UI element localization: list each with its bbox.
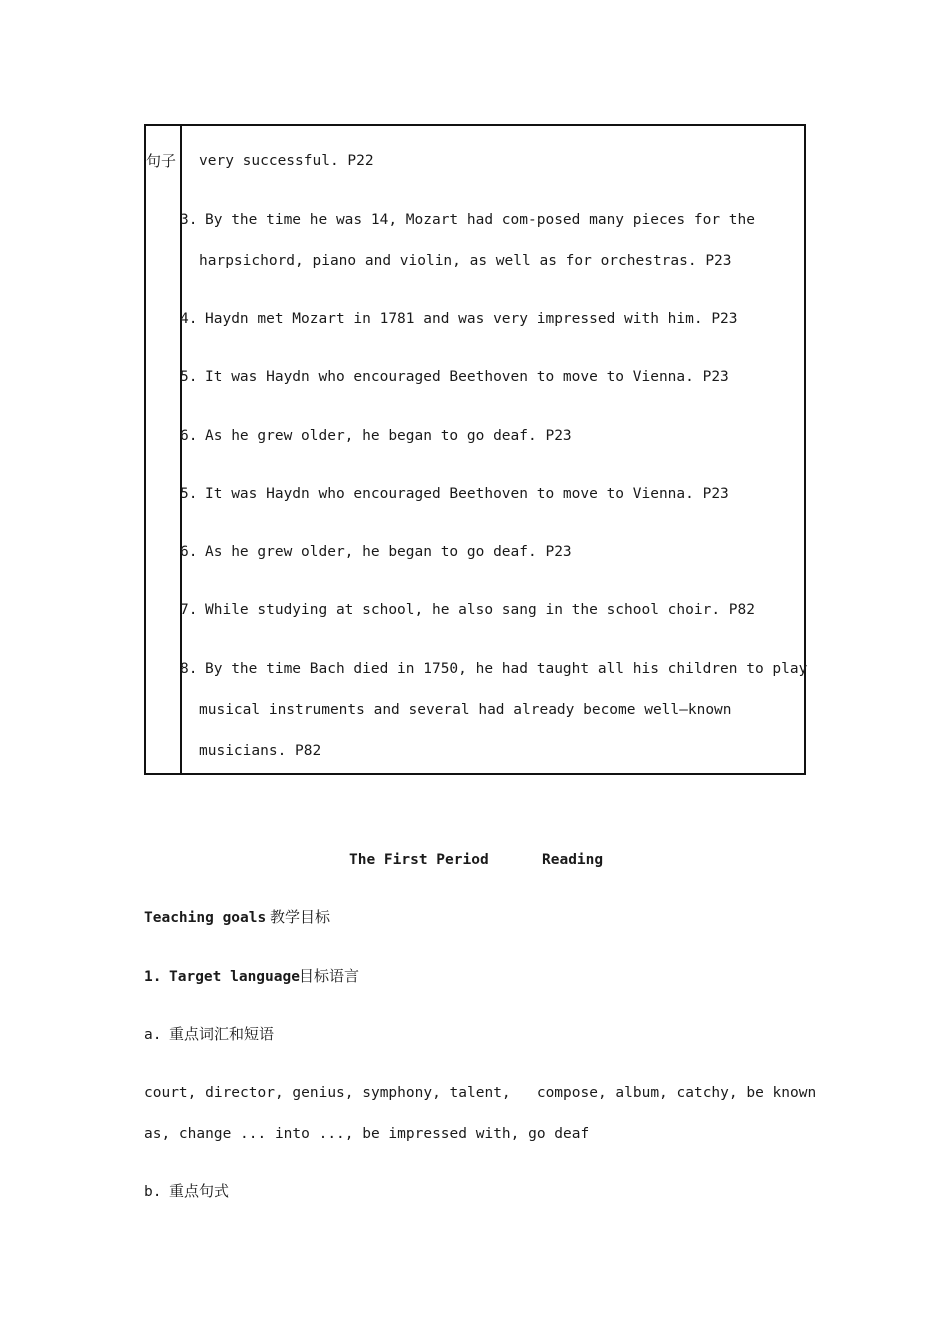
- vocabulary-line: as, change ... into ..., be impressed with, go deaf: [144, 1126, 590, 1142]
- item-title-cn: 目标语言: [299, 967, 360, 985]
- table-row-text: By the time he was 14, Mozart had com-posed many pieces for the: [205, 212, 755, 228]
- sub-item-label: 重点句式: [169, 1182, 230, 1200]
- list-item-number: 5.: [180, 486, 198, 502]
- period-title: The First Period: [349, 852, 489, 868]
- table-row-text: It was Haydn who encouraged Beethoven to move to Vienna. P23: [205, 369, 729, 385]
- table-row-text: very successful. P22: [199, 153, 374, 169]
- table-row-text: It was Haydn who encouraged Beethoven to move to Vienna. P23: [205, 486, 729, 502]
- item-title: Target language: [169, 969, 300, 985]
- table-row-text: By the time Bach died in 1750, he had taught all his children to play: [205, 661, 808, 677]
- list-item-number: 5.: [180, 369, 198, 385]
- table-row-text: As he grew older, he began to go deaf. P23: [205, 544, 572, 560]
- table-row-text: While studying at school, he also sang in the school choir. P82: [205, 602, 755, 618]
- table-row-text: As he grew older, he began to go deaf. P23: [205, 428, 572, 444]
- sub-item-label: 重点词汇和短语: [169, 1025, 275, 1043]
- list-item-number: 4.: [180, 311, 198, 327]
- sub-item-letter: b.: [144, 1184, 162, 1200]
- list-item-number: 6.: [180, 544, 198, 560]
- section-title: Teaching goals: [144, 910, 267, 926]
- table-row-text: Haydn met Mozart in 1781 and was very impressed with him. P23: [205, 311, 738, 327]
- table-row-text: harpsichord, piano and violin, as well as for orchestras. P23: [199, 253, 732, 269]
- list-item-number: 8.: [180, 661, 198, 677]
- list-item-number: 3.: [180, 212, 198, 228]
- sub-item-letter: a.: [144, 1027, 162, 1043]
- list-item-number: 6.: [180, 428, 198, 444]
- section-title-cn: 教学目标: [270, 908, 331, 926]
- list-item-number: 7.: [180, 602, 198, 618]
- table-row-text: musical instruments and several had already become well—known: [199, 702, 732, 718]
- vocabulary-line: court, director, genius, symphony, talent, compose, album, catchy, be known: [144, 1085, 817, 1101]
- item-number: 1.: [144, 969, 162, 985]
- period-type: Reading: [542, 852, 604, 868]
- table-row-label: 句子: [146, 152, 177, 170]
- table-row-text: musicians. P82: [199, 743, 322, 759]
